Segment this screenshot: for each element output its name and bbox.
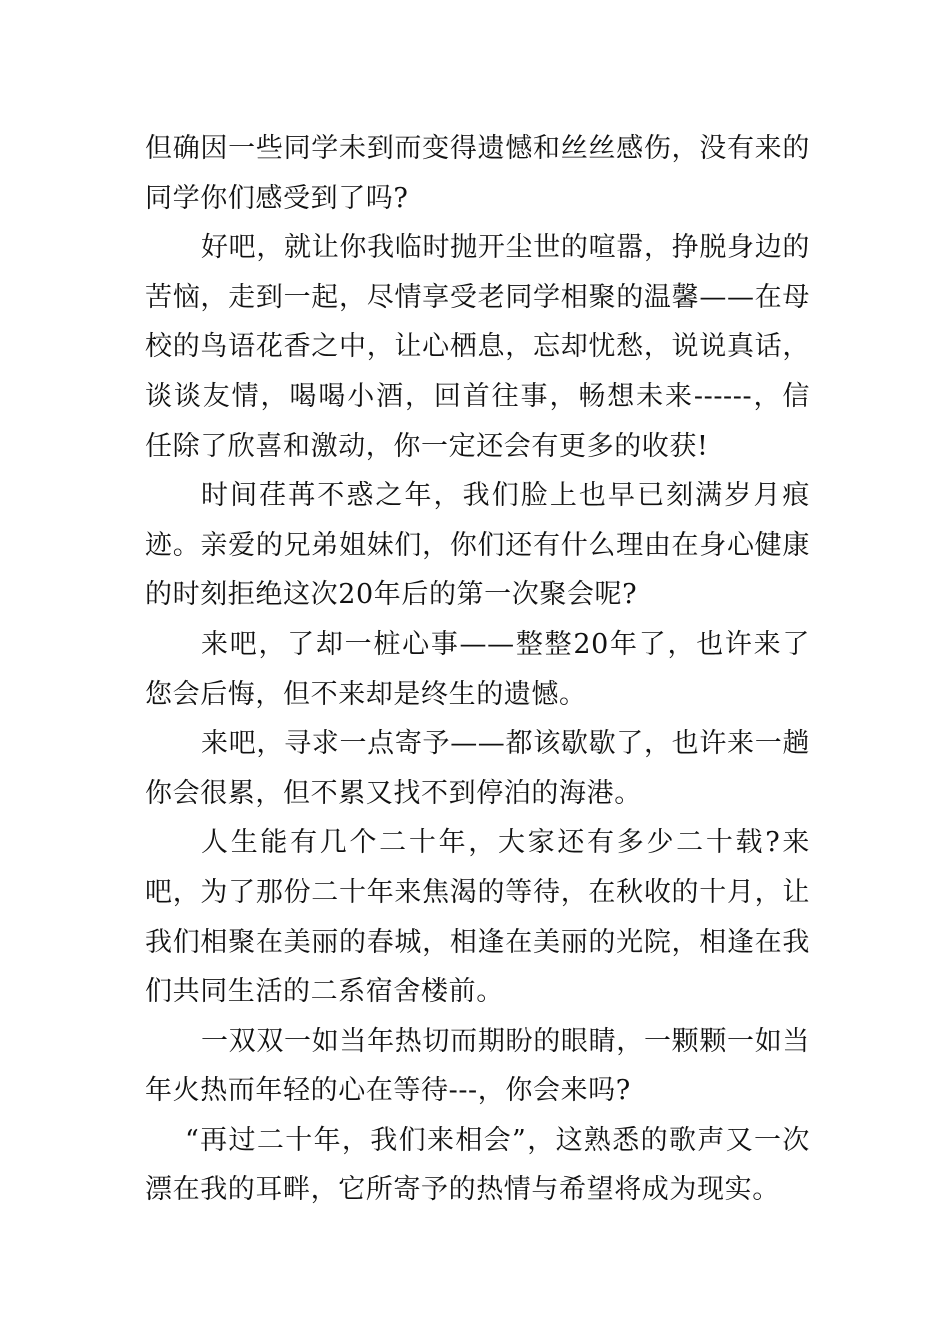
paragraph-7: 一双双一如当年热切而期盼的眼睛，一颗颗一如当年火热而年轻的心在等待---，你会来吗? (145, 1025, 810, 1107)
paragraph-6: 人生能有几个二十年，大家还有多少二十载?来吧，为了那份二十年来焦渴的等待，在秋收的十月，让我们相聚在美丽的春城，相逢在美丽的光院，相逢在我们共同生活的二系宿舍楼前。 (145, 827, 810, 1008)
paragraph-3: 时间荏苒不惑之年，我们脸上也早已刻满岁月痕迹。亲爱的兄弟姐妹们，你们还有什么理由在身心健康的时刻拒绝这次20年后的第一次聚会呢? (145, 480, 810, 611)
paragraph-1: 但确因一些同学未到而变得遗憾和丝丝感伤，没有来的同学你们感受到了吗? (145, 133, 810, 214)
paragraph-2: 好吧，就让你我临时抛开尘世的喧嚣，挣脱身边的苦恼，走到一起，尽情享受老同学相聚的温馨——在母校的鸟语花香之中，让心栖息，忘却忧愁，说说真话，谈谈友情，喝喝小酒，回首往事，畅想未来------，信任除了欣喜和激动，你一定还会有更多的收获! (145, 232, 810, 462)
paragraph-5: 来吧，寻求一点寄予——都该歇歇了，也许来一趟你会很累，但不累又找不到停泊的海港。 (145, 728, 810, 809)
document-body (145, 124, 810, 1215)
paragraph-4: 来吧，了却一桩心事——整整20年了，也许来了您会后悔，但不来却是终生的遗憾。 (145, 628, 810, 710)
paragraph-8: “再过二十年，我们来相会”，这熟悉的歌声又一次漂在我的耳畔，它所寄予的热情与希望将成为现实。 (145, 1124, 810, 1206)
